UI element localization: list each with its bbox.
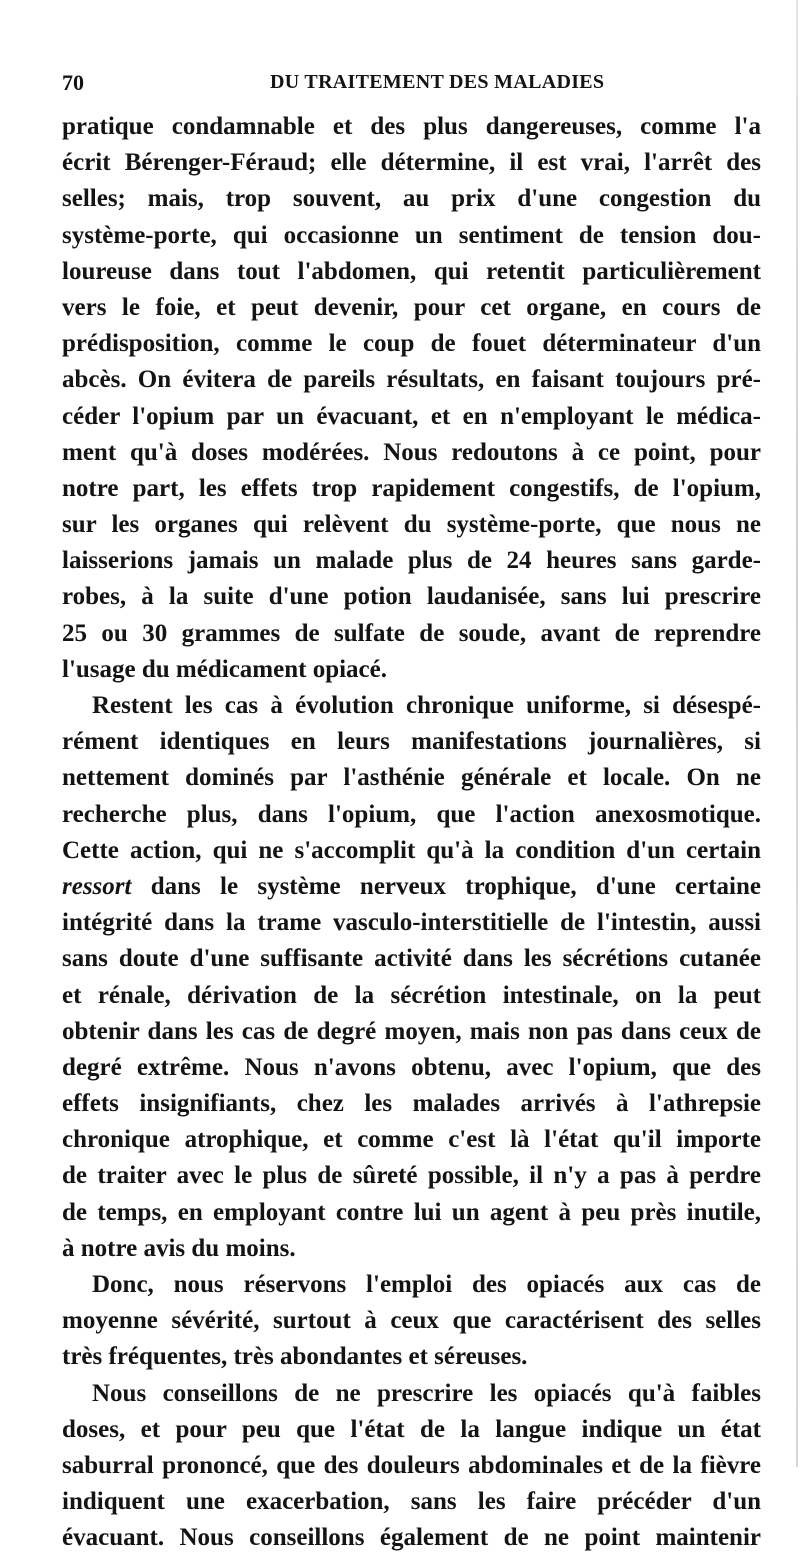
text-line: loureuse dans tout l'abdomen, qui retentit particulièrement <box>62 257 761 285</box>
text-line: notre part, les effets trop rapidement congestifs, de l'opium, <box>62 474 761 502</box>
text-line: moyenne sévérité, surtout à ceux que caractérisent des selles <box>62 1307 761 1335</box>
text-line: Nous conseillons de ne prescrire les opiacés qu'à faibles <box>92 1379 761 1407</box>
text-line: écrit Bérenger-Féraud; elle détermine, il est vrai, l'arrêt des <box>62 149 761 177</box>
text-line: effets insignifiants, chez les malades arrivés à l'athrepsie <box>62 1090 761 1118</box>
text-line: évacuant. Nous conseillons également de ne point maintenir <box>62 1524 761 1552</box>
text-line: indiquent une exacerbation, sans les faire précéder d'un <box>62 1488 761 1516</box>
text-line-italic-start <box>62 869 761 905</box>
text-line: selles; mais, trop souvent, au prix d'une congestion du <box>62 185 761 213</box>
text-line: recherche plus, dans l'opium, que l'action anexosmotique. <box>62 800 761 828</box>
page-header <box>62 70 762 96</box>
text-line: Donc, nous réservons l'emploi des opiacés aux cas de <box>92 1271 761 1298</box>
text-line: laisserions jamais un malade plus de 24 heures sans garde- <box>62 547 761 575</box>
text-line: système-porte, qui occasionne un sentiment de tension dou- <box>62 221 761 249</box>
text-line: obtenir dans les cas de degré moyen, mais non pas dans ceux de <box>62 1017 761 1045</box>
text-line: abcès. On évitera de pareils résultats, en faisant toujours pré- <box>62 366 761 394</box>
text-line: et rénale, dérivation de la sécrétion intestinale, on la peut <box>62 981 761 1009</box>
text-line: chronique atrophique, et comme c'est là l'état qu'il importe <box>62 1126 761 1154</box>
text-line: Restent les cas à évolution chronique uniforme, si désespé- <box>92 692 761 719</box>
text-line: sur les organes qui relèvent du système-porte, que nous ne <box>62 511 761 539</box>
text-line: prédisposition, comme le coup de fouet déterminateur d'un <box>62 330 761 358</box>
text-line: sans doute d'une suffisante activité dans les sécrétions cutanée <box>62 945 761 973</box>
text-line: doses, et pour peu que l'état de la langue indique un état <box>62 1415 761 1443</box>
text-line: Cette action, qui ne s'accomplit qu'à la condition d'un certain <box>62 836 761 864</box>
running-head: DU TRAITEMENT DES MALADIES <box>270 71 605 93</box>
text-line: intégrité dans la trame vasculo-interstitielle de l'intestin, aussi <box>62 909 761 937</box>
text-line: 25 ou 30 grammes de sulfate de soude, avant de reprendre <box>62 619 761 647</box>
page-edge-shadow <box>796 0 798 1467</box>
text-line: robes, à la suite d'une potion laudanisée, sans lui prescrire <box>62 583 761 611</box>
text-line: céder l'opium par un évacuant, et en n'employant le médica- <box>62 402 761 430</box>
text-line: ment qu'à doses modérées. Nous redoutons à ce point, pour <box>62 438 761 466</box>
page-number: 70 <box>62 70 84 95</box>
text-line: très fréquentes, très abondantes et séreuses. <box>62 1343 528 1371</box>
text-line: de temps, en employant contre lui un agent à peu près inutile, <box>62 1198 761 1226</box>
text-line: vers le foie, et peut devenir, pour cet organe, en cours de <box>62 293 761 321</box>
text-line: nettement dominés par l'asthénie générale et locale. On ne <box>62 764 761 792</box>
italic-word: ressort <box>62 872 132 900</box>
text-line: l'usage du médicament opiacé. <box>62 655 387 683</box>
text-line: pratique condamnable et des plus dangereuses, comme l'a <box>62 113 761 140</box>
text-line: saburral prononcé, que des douleurs abdominales et de la fièvre <box>62 1451 761 1479</box>
text-line: degré extrême. Nous n'avons obtenu, avec l'opium, que des <box>62 1053 761 1081</box>
text-line: rément identiques en leurs manifestations journalières, si <box>62 728 761 756</box>
body-text <box>62 109 761 1557</box>
text-line-rest: dans le système nerveux trophique, d'une certaine <box>150 872 761 900</box>
text-line: à notre avis du moins. <box>62 1234 296 1262</box>
text-line: de traiter avec le plus de sûreté possible, il n'y a pas à perdre <box>62 1162 761 1190</box>
